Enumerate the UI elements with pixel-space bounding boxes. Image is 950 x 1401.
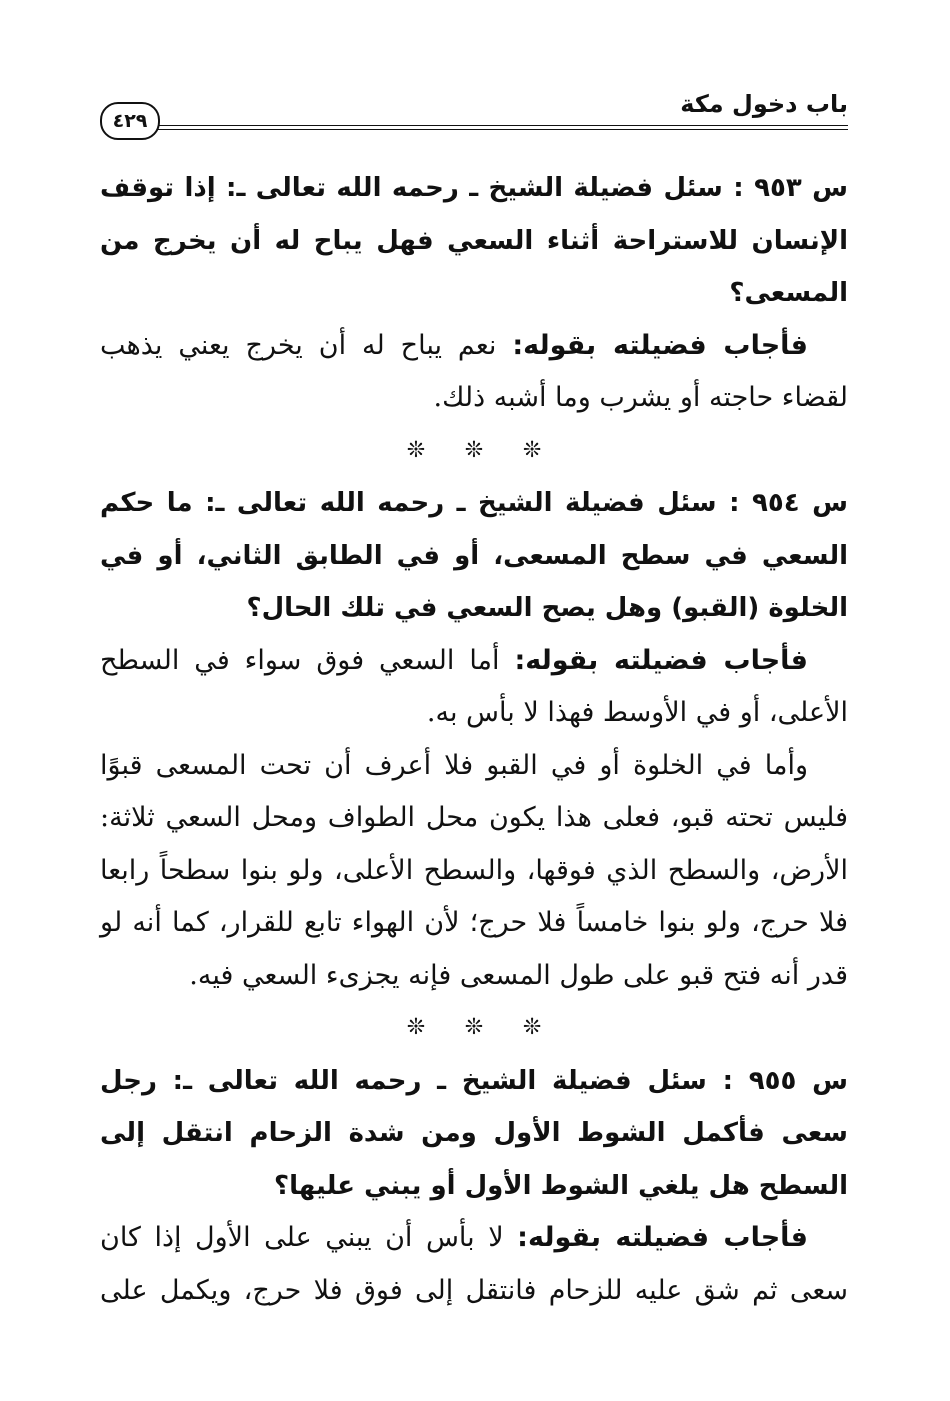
answer-955 bbox=[100, 1212, 848, 1317]
question-954: س ٩٥٤ : سئل فضيلة الشيخ ـ رحمه الله تعالى ـ: ما حكم السعي في سطح المسعى، أو في الطابق الثاني، أو في الخلوة (القبو) وهل يصح السعي في تلك الحال؟ bbox=[100, 488, 848, 623]
page-content bbox=[100, 162, 848, 1317]
section-separator: ❊ ❊ ❊ bbox=[406, 437, 542, 463]
answer-954 bbox=[100, 635, 848, 740]
answer-lead: فأجاب فضيلته بقوله: bbox=[514, 644, 808, 676]
page-number: ٤٢٩ bbox=[100, 102, 160, 140]
answer-954-continued: وأما في الخلوة أو في القبو فلا أعرف أن تحت المسعى قبوًا فليس تحته قبو، فعلى هذا يكون محل الطواف ومحل السعي ثلاثة: الأرض، والسطح الذي فوقها، والسطح الأعلى، ولو بنوا سطحاً رابعا فلا حرج، ولو بنوا خامساً فلا حرج؛ لأن الهواء تابع للقرار، كما أنه لو قدر أنه فتح قبو على طول المسعى فإنه يجزىء السعي فيه. bbox=[100, 749, 848, 991]
question-955: س ٩٥٥ : سئل فضيلة الشيخ ـ رحمه الله تعالى ـ: رجل سعى فأكمل الشوط الأول ومن شدة الزحام انتقل إلى السطح هل يلغي الشوط الأول أو يبني عليها؟ bbox=[100, 1065, 848, 1201]
section-separator: ❊ ❊ ❊ bbox=[406, 1015, 542, 1040]
question-953: س ٩٥٣ : سئل فضيلة الشيخ ـ رحمه الله تعالى ـ: إذا توقف الإنسان للاستراحة أثناء السعي فهل يباح له أن يخرج من المسعى؟ bbox=[100, 173, 848, 308]
chapter-title: باب دخول مكة bbox=[680, 90, 848, 118]
header-rule bbox=[144, 125, 848, 130]
answer-text: نعم يباح له أن يخرج يعني يذهب لقضاء حاجته أو يشرب وما أشبه ذلك. bbox=[100, 329, 848, 413]
answer-lead: فأجاب فضيلته بقوله: bbox=[517, 1222, 808, 1253]
answer-953 bbox=[100, 320, 848, 425]
page-header bbox=[100, 88, 848, 138]
answer-lead: فأجاب فضيلته بقوله: bbox=[512, 329, 808, 361]
answer-text: لا بأس أن يبني على الأول إذا كان سعى ثم شق عليه للزحام فانتقل إلى فوق فلا حرج، ويكمل على bbox=[100, 1222, 848, 1306]
answer-text: أما السعي فوق سواء في السطح الأعلى، أو في الأوسط فهذا لا بأس به. bbox=[100, 644, 848, 728]
